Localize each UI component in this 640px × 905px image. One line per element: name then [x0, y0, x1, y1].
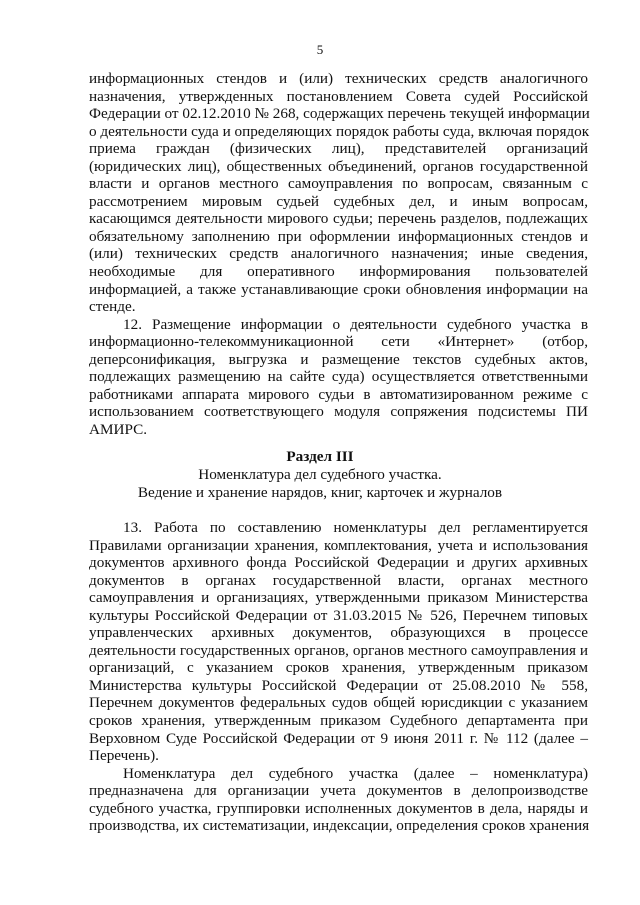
paragraph-13 [89, 519, 588, 765]
paragraph-line: сроков хранения, утвержденным приказом Судебного департамента при [89, 712, 588, 730]
paragraph-line: 12. Размещение информации о деятельности судебного участка в [123, 315, 588, 333]
paragraph-line: управленческих архивных документов, образующихся в процессе [89, 624, 588, 642]
paragraph-line: Правилами организации хранения, комплектования, учета и использования [89, 536, 588, 554]
paragraph-line: Министерства культуры Российской Федерации от 25.08.2010 № 558, [89, 676, 588, 694]
paragraph-nomenclature [89, 765, 588, 835]
paragraph-line: судебного участка, группировки исполненных документов в дела, наряды и [89, 799, 588, 817]
section-subtitle-line: Ведение и хранение нарядов, книг, карточек и журналов [137, 483, 503, 501]
paragraph-line: АМИРС. [89, 420, 147, 438]
paragraph-line: информацией, а также устанавливающие сроки обновления информации на [89, 280, 588, 298]
page-number: 5 [316, 42, 324, 57]
paragraph-line: работниками аппарата мирового судьи в автоматизированном режиме с [89, 385, 588, 403]
top-paragraphs [89, 70, 588, 438]
paragraph-line: Федерации от 02.12.2010 № 268, содержащих перечень текущей информации [89, 105, 590, 123]
paragraph-line: использованием соответствующего модуля сопряжения подсистемы ПИ [89, 403, 588, 421]
paragraph-line: назначения, утвержденных постановлением Совета судей Российской [89, 87, 588, 105]
paragraph-line: стенде. [89, 298, 136, 316]
paragraph-line: подлежащих размещению на сайте суда) осуществляется ответственными [89, 368, 588, 386]
paragraph-line: необходимые для оперативного информирования пользователей [89, 263, 588, 281]
paragraph-line: 13. Работа по составлению номенклатуры дел регламентируется [123, 519, 588, 536]
paragraph-line: Перечнем документов федеральных судов общей юрисдикции с указанием [89, 694, 588, 712]
paragraph-line: самоуправления и организациях, утвержденными приказом Министерства [89, 589, 588, 607]
paragraph-line: приема граждан (физических лиц), представителей организаций [89, 140, 588, 158]
paragraph-line: предназначена для организации учета документов в делопроизводстве [89, 782, 588, 800]
paragraph-line: организаций, с указанием сроков хранения, утвержденным приказом [89, 659, 588, 677]
paragraph-line: (или) технических средств аналогичного назначения; иные сведения, [89, 245, 588, 263]
paragraph-line: документов архивного фонда Российской Федерации и других архивных [89, 554, 588, 572]
paragraph-continued [89, 70, 588, 316]
paragraph-line: производства, их систематизации, индексации, определения сроков хранения [89, 817, 590, 835]
paragraph-line: рассмотрением мировым судьей судебных дел, и иным вопросам, [89, 192, 588, 210]
paragraph-line: Перечень). [89, 747, 159, 765]
section-subtitle-line: Номенклатура дел судебного участка. [198, 466, 442, 483]
paragraph-line: о деятельности суда и определяющих порядок работы суда, включая порядок [89, 122, 590, 140]
paragraph-line: касающимся деятельности мирового судьи; перечень разделов, подлежащих [89, 210, 588, 228]
paragraph-12 [89, 316, 588, 439]
paragraph-line: Номенклатура дел судебного участка (далее – номенклатура) [123, 764, 588, 782]
paragraph-line: обязательному заполнению при оформлении информационных стендов и [89, 227, 588, 245]
paragraph-line: деперсонификация, выгрузка и размещение текстов судебных актов, [89, 350, 588, 368]
paragraph-line: Верховном Суде Российской Федерации от 9 июня 2011 г. № 112 (далее – [89, 729, 588, 747]
paragraph-line: деятельности государственных органов, органов местного самоуправления и [89, 641, 588, 659]
paragraph-line: информационно-телекоммуникационной сети «Интернет» (отбор, [89, 333, 588, 351]
bottom-paragraphs [89, 519, 588, 835]
paragraph-line: документов в органах государственной власти, органах местного [89, 571, 588, 589]
paragraph-line: информационных стендов и (или) технических средств аналогичного [89, 70, 588, 87]
section-subtitle [0, 466, 640, 501]
paragraph-line: культуры Российской Федерации от 31.03.2015 № 526, Перечнем типовых [89, 606, 588, 624]
section-title: Раздел III [286, 448, 354, 465]
paragraph-line: (юридических лиц), общественных объединений, органов государственной [89, 157, 588, 175]
paragraph-line: власти и органов местного самоуправления по вопросам, связанным с [89, 175, 588, 193]
